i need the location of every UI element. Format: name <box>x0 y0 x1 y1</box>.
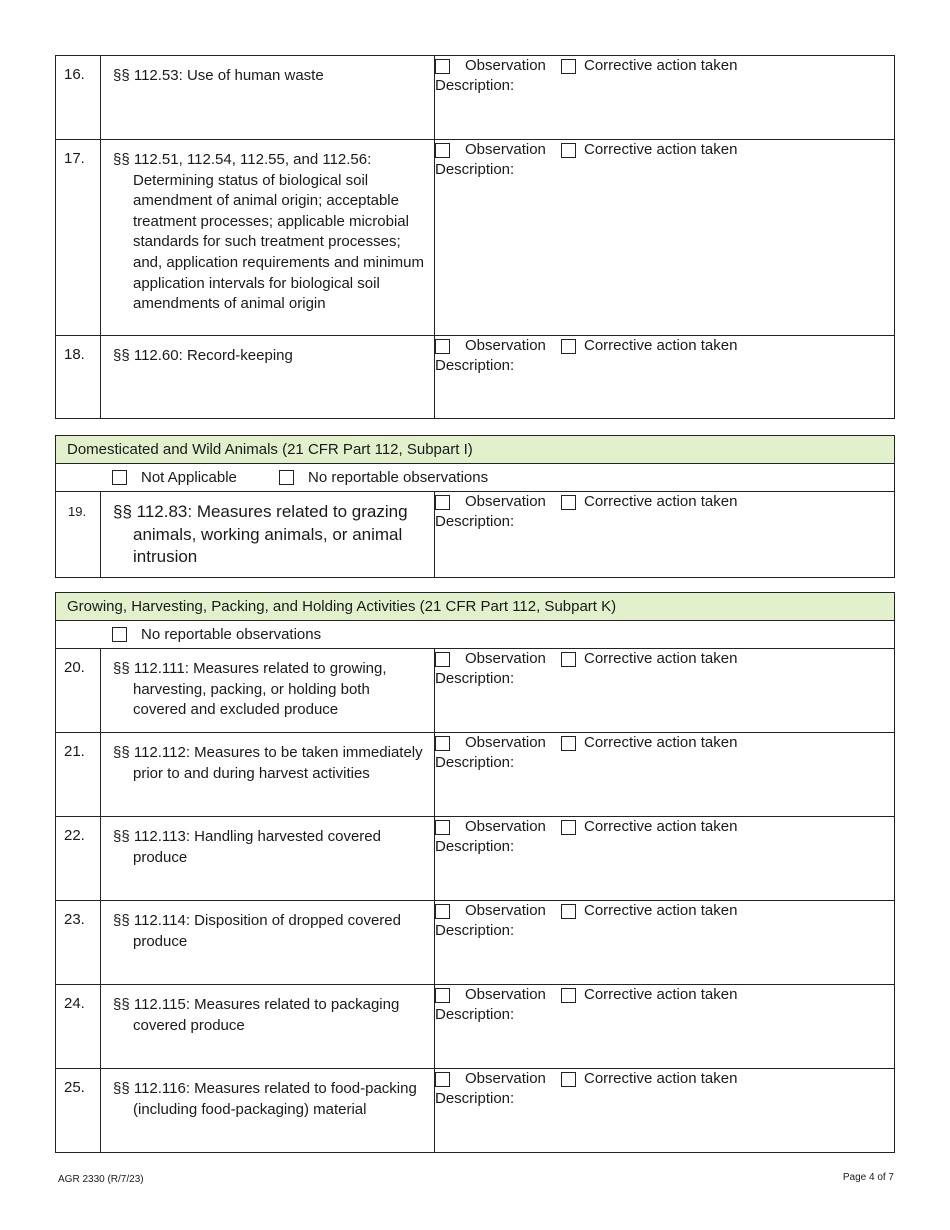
item-number: 23. <box>64 911 85 928</box>
description-label: Description: <box>435 1006 515 1023</box>
observation-label: Observation <box>465 337 546 354</box>
not-applicable-checkbox[interactable] <box>112 470 127 485</box>
observation-checkbox[interactable] <box>435 736 450 751</box>
table-row <box>56 901 895 985</box>
no-observations-checkbox[interactable] <box>112 627 127 642</box>
item-number: 21. <box>64 743 85 760</box>
section-header <box>56 593 895 621</box>
answer-cell <box>435 1069 895 1153</box>
table-row <box>56 336 895 419</box>
corrective-action-label: Corrective action taken <box>584 141 738 158</box>
corrective-action-checkbox[interactable] <box>561 59 576 74</box>
observation-label: Observation <box>465 902 546 919</box>
item-number: 24. <box>64 995 85 1012</box>
observation-checkbox[interactable] <box>435 652 450 667</box>
observation-label: Observation <box>465 818 546 835</box>
table-row <box>56 56 895 140</box>
observation-checkbox[interactable] <box>435 904 450 919</box>
corrective-action-label: Corrective action taken <box>584 986 738 1003</box>
item-number: 17. <box>64 150 85 167</box>
observation-label: Observation <box>465 493 546 510</box>
item-text: §§ 112.113: Handling harvested covered produce <box>113 828 381 866</box>
item-text: §§ 112.112: Measures to be taken immediately prior to and during harvest activities <box>113 744 423 782</box>
answer-cell <box>435 140 895 336</box>
not-applicable-label: Not Applicable <box>141 469 237 486</box>
item-number: 19. <box>68 504 87 519</box>
answer-cell <box>435 901 895 985</box>
corrective-action-label: Corrective action taken <box>584 902 738 919</box>
item-number: 22. <box>64 827 85 844</box>
item-number: 16. <box>64 66 85 83</box>
observation-checkbox[interactable] <box>435 1072 450 1087</box>
table-row <box>56 985 895 1069</box>
description-label: Description: <box>435 357 515 374</box>
item-text: §§ 112.114: Disposition of dropped covered produce <box>113 912 401 950</box>
corrective-action-checkbox[interactable] <box>561 904 576 919</box>
corrective-action-label: Corrective action taken <box>584 734 738 751</box>
item-text: §§ 112.83: Measures related to grazing animals, working animals, or animal intrusion <box>113 502 408 566</box>
corrective-action-label: Corrective action taken <box>584 57 738 74</box>
corrective-action-checkbox[interactable] <box>561 652 576 667</box>
observation-checkbox[interactable] <box>435 495 450 510</box>
corrective-action-checkbox[interactable] <box>561 143 576 158</box>
section-k-table <box>55 592 895 1153</box>
no-observations-label: No reportable observations <box>308 469 489 486</box>
observation-checkbox[interactable] <box>435 988 450 1003</box>
answer-cell <box>435 336 895 419</box>
description-label: Description: <box>435 922 515 939</box>
section-status-row <box>56 464 895 492</box>
item-text: §§ 112.51, 112.54, 112.55, and 112.56: Determining status of biological soil amendment of animal origin; acceptable treatment processes; applicable microbial standards for such treatment processes; and, application requirements and minimum application intervals for biological soil amendments of animal origin <box>113 151 424 313</box>
section-i-table <box>55 435 895 578</box>
section-header <box>56 436 895 464</box>
page-number: Page 4 of 7 <box>842 1172 894 1183</box>
description-label: Description: <box>435 513 515 530</box>
item-text: §§ 112.111: Measures related to growing, harvesting, packing, or holding both covered and excluded produce <box>113 660 387 719</box>
section-k-header: Growing, Harvesting, Packing, and Holding Activities (21 CFR Part 112, Subpart K) <box>56 593 895 621</box>
item-number: 20. <box>64 659 85 676</box>
corrective-action-checkbox[interactable] <box>561 495 576 510</box>
answer-cell <box>435 492 895 578</box>
answer-cell <box>435 56 895 140</box>
corrective-action-label: Corrective action taken <box>584 818 738 835</box>
no-observations-label: No reportable observations <box>141 626 322 643</box>
answer-cell <box>435 985 895 1069</box>
observation-label: Observation <box>465 986 546 1003</box>
item-number: 18. <box>64 346 85 363</box>
item-text: §§ 112.53: Use of human waste <box>113 67 324 84</box>
description-label: Description: <box>435 754 515 771</box>
corrective-action-checkbox[interactable] <box>561 988 576 1003</box>
answer-cell <box>435 649 895 733</box>
no-observations-checkbox[interactable] <box>279 470 294 485</box>
corrective-action-label: Corrective action taken <box>584 650 738 667</box>
table-row <box>56 817 895 901</box>
observation-checkbox[interactable] <box>435 820 450 835</box>
corrective-action-checkbox[interactable] <box>561 339 576 354</box>
observation-checkbox[interactable] <box>435 59 450 74</box>
table-row <box>56 733 895 817</box>
item-text: §§ 112.115: Measures related to packaging covered produce <box>113 996 400 1034</box>
table-row <box>56 649 895 733</box>
description-label: Description: <box>435 1090 515 1107</box>
answer-cell <box>435 817 895 901</box>
observation-label: Observation <box>465 650 546 667</box>
observation-label: Observation <box>465 141 546 158</box>
corrective-action-label: Corrective action taken <box>584 337 738 354</box>
item-text: §§ 112.116: Measures related to food-packing (including food-packaging) material <box>113 1080 417 1118</box>
section-i-header: Domesticated and Wild Animals (21 CFR Part 112, Subpart I) <box>56 436 895 464</box>
observation-checkbox[interactable] <box>435 143 450 158</box>
table-row <box>56 140 895 336</box>
items-table-1 <box>55 55 895 419</box>
item-text: §§ 112.60: Record-keeping <box>113 347 293 364</box>
item-number: 25. <box>64 1079 85 1096</box>
corrective-action-checkbox[interactable] <box>561 1072 576 1087</box>
observation-label: Observation <box>465 1070 546 1087</box>
table-row <box>56 492 895 578</box>
corrective-action-checkbox[interactable] <box>561 736 576 751</box>
section-status-row <box>56 621 895 649</box>
answer-cell <box>435 733 895 817</box>
table-row <box>56 1069 895 1153</box>
description-label: Description: <box>435 77 515 94</box>
description-label: Description: <box>435 161 515 178</box>
corrective-action-checkbox[interactable] <box>561 820 576 835</box>
corrective-action-label: Corrective action taken <box>584 493 738 510</box>
observation-label: Observation <box>465 57 546 74</box>
observation-label: Observation <box>465 734 546 751</box>
description-label: Description: <box>435 670 515 687</box>
description-label: Description: <box>435 838 515 855</box>
form-id: AGR 2330 (R/7/23) <box>58 1174 144 1185</box>
corrective-action-label: Corrective action taken <box>584 1070 738 1087</box>
observation-checkbox[interactable] <box>435 339 450 354</box>
